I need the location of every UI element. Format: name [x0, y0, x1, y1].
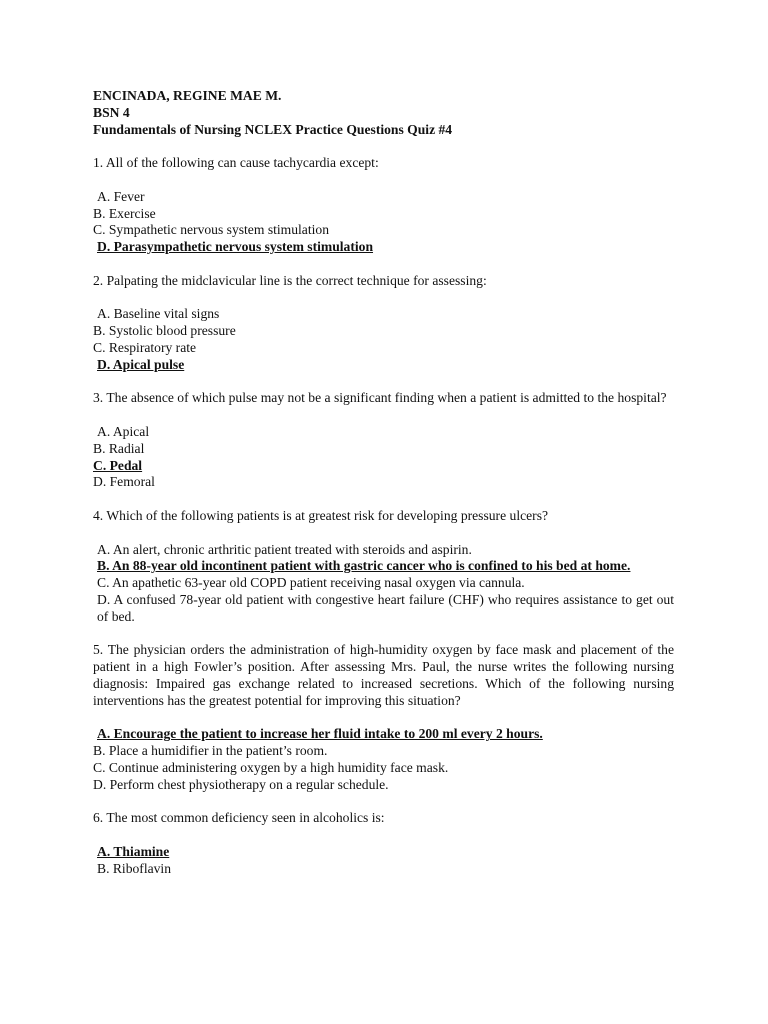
option-c: C. Continue administering oxygen by a high humidity face mask. — [93, 759, 449, 775]
question-6 — [93, 810, 674, 877]
option-d: D. Femoral — [93, 474, 155, 490]
student-name: ENCINADA, REGINE MAE M. — [93, 88, 282, 103]
option-d-correct: D. Apical pulse — [97, 356, 185, 372]
question-2 — [93, 273, 674, 374]
question-4 — [93, 508, 674, 626]
quiz-title: Fundamentals of Nursing NCLEX Practice Questions Quiz #4 — [93, 121, 453, 137]
option-a: A. An alert, chronic arthritic patient treated with steroids and aspirin. — [97, 541, 472, 557]
question-text: 1. All of the following can cause tachycardia except: — [93, 155, 379, 171]
option-list — [93, 726, 674, 793]
option-list — [93, 542, 674, 626]
option-b: B. Systolic blood pressure — [93, 323, 236, 339]
option-a-correct: A. Encourage the patient to increase her fluid intake to 200 ml every 2 hours. — [97, 726, 543, 742]
option-c: C. Respiratory rate — [93, 339, 197, 355]
question-text: 2. Palpating the midclavicular line is the correct technique for assessing: — [93, 272, 487, 288]
option-a-correct: A. Thiamine — [97, 843, 170, 859]
option-d-correct: D. Parasympathetic nervous system stimulation — [97, 239, 374, 255]
question-3 — [93, 390, 674, 491]
option-list — [93, 306, 674, 373]
option-list — [93, 424, 674, 491]
option-a: A. Baseline vital signs — [97, 306, 220, 322]
option-b-correct: B. An 88-year old incontinent patient with gastric cancer who is confined to his bed at home. — [97, 558, 631, 574]
option-list — [93, 844, 674, 878]
option-c: C. An apathetic 63-year old COPD patient receiving nasal oxygen via cannula. — [97, 575, 525, 591]
student-section: BSN 4 — [93, 104, 130, 120]
option-a: A. Apical — [97, 423, 150, 439]
option-list — [93, 189, 674, 256]
option-b: B. Exercise — [93, 205, 156, 221]
option-b: B. Riboflavin — [97, 860, 172, 876]
document-page — [93, 88, 674, 877]
option-c-correct: C. Pedal — [93, 457, 143, 473]
question-text: 5. The physician orders the administration of high-humidity oxygen by face mask and placement of the patient in a high Fowler’s position. After assessing Mrs. Paul, the nurse writes the following nursing diagnosis: Impaired gas exchange related to increased secretions. Which of the following nursing interventions has the greatest potential for improving this situation? — [93, 642, 674, 708]
option-d: D. Perform chest physiotherapy on a regular schedule. — [93, 776, 389, 792]
question-text: 6. The most common deficiency seen in alcoholics is: — [93, 810, 385, 826]
question-text: 4. Which of the following patients is at greatest risk for developing pressure ulcers? — [93, 507, 549, 523]
option-b: B. Radial — [93, 440, 145, 456]
option-d: D. A confused 78-year old patient with congestive heart failure (CHF) who requires assistance to get out of bed. — [97, 591, 674, 624]
question-5 — [93, 642, 674, 793]
option-c: C. Sympathetic nervous system stimulation — [93, 222, 329, 238]
question-text: 3. The absence of which pulse may not be a significant finding when a patient is admitted to the hospital? — [93, 390, 667, 406]
option-b: B. Place a humidifier in the patient’s room. — [93, 743, 328, 759]
question-1 — [93, 155, 674, 256]
option-a: A. Fever — [97, 188, 145, 204]
